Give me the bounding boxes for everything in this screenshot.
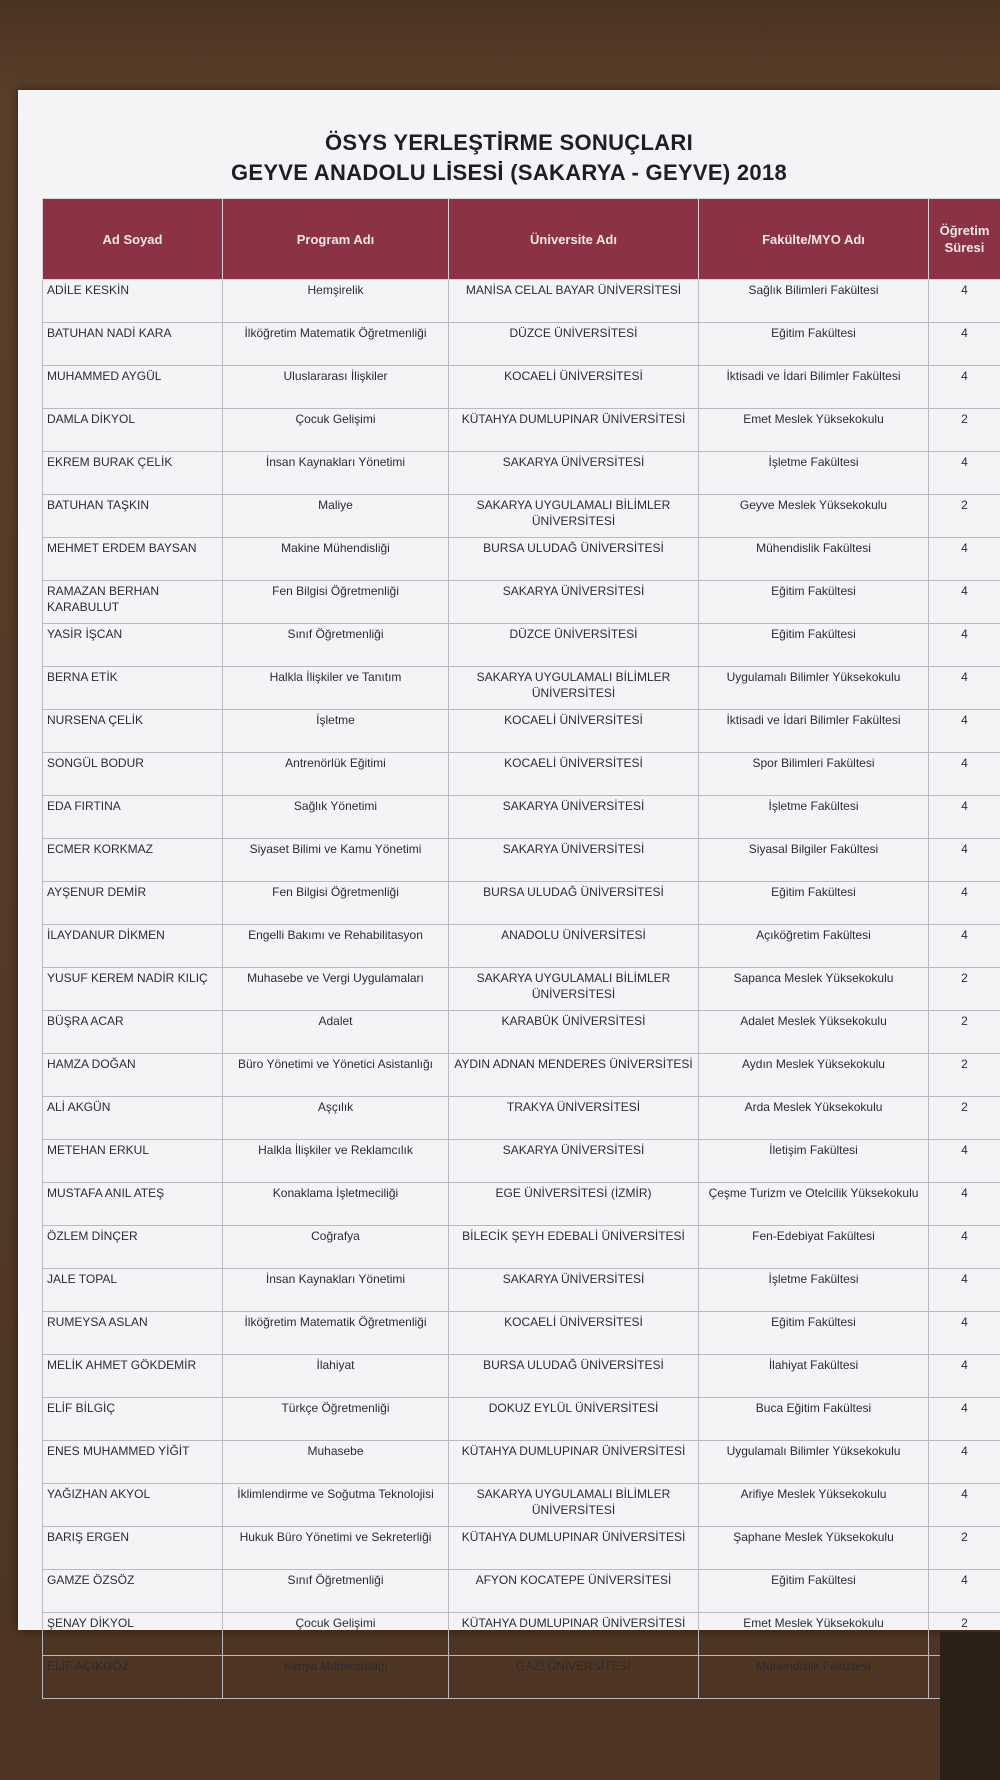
cell-duration: 2 [929,495,1000,538]
table-row [43,1398,1000,1441]
table-row [43,1355,1000,1398]
table-surface-corner [940,1632,1000,1780]
cell-university: BİLECİK ŞEYH EDEBALİ ÜNİVERSİTESİ [449,1226,699,1269]
cell-duration: 4 [929,1355,1000,1398]
cell-name: AYŞENUR DEMİR [43,882,223,925]
cell-faculty: Uygulamalı Bilimler Yüksekokulu [699,1441,929,1484]
cell-program: Çocuk Gelişimi [223,409,449,452]
cell-university: ANADOLU ÜNİVERSİTESİ [449,925,699,968]
cell-faculty: Eğitim Fakültesi [699,882,929,925]
cell-university: SAKARYA ÜNİVERSİTESİ [449,796,699,839]
table-row [43,796,1000,839]
cell-name: DAMLA DİKYOL [43,409,223,452]
cell-name: ÖZLEM DİNÇER [43,1226,223,1269]
cell-name: ENES MUHAMMED YİĞİT [43,1441,223,1484]
cell-name: GAMZE ÖZSÖZ [43,1570,223,1613]
cell-faculty: Siyasal Bilgiler Fakültesi [699,839,929,882]
header-name: Ad Soyad [43,199,223,280]
cell-program: İklimlendirme ve Soğutma Teknolojisi [223,1484,449,1527]
cell-program: Hukuk Büro Yönetimi ve Sekreterliği [223,1527,449,1570]
header-program: Program Adı [223,199,449,280]
cell-faculty: İşletme Fakültesi [699,796,929,839]
cell-duration: 4 [929,452,1000,495]
cell-duration: 2 [929,1527,1000,1570]
cell-program: Maliye [223,495,449,538]
cell-faculty: Eğitim Fakültesi [699,1570,929,1613]
cell-name: ELİF AÇIKGÖZ [43,1656,223,1699]
cell-faculty: İşletme Fakültesi [699,452,929,495]
cell-program: Adalet [223,1011,449,1054]
cell-duration: 4 [929,1312,1000,1355]
table-row [43,624,1000,667]
table-row [43,839,1000,882]
cell-university: BURSA ULUDAĞ ÜNİVERSİTESİ [449,538,699,581]
cell-name: NURSENA ÇELİK [43,710,223,753]
cell-duration: 4 [929,667,1000,710]
cell-university: KÜTAHYA DUMLUPINAR ÜNİVERSİTESİ [449,1441,699,1484]
cell-faculty: Arifiye Meslek Yüksekokulu [699,1484,929,1527]
cell-program: İnsan Kaynakları Yönetimi [223,1269,449,1312]
cell-name: RUMEYSA ASLAN [43,1312,223,1355]
cell-duration: 4 [929,323,1000,366]
cell-name: METEHAN ERKUL [43,1140,223,1183]
placement-results-table [42,198,1000,1699]
cell-faculty: İktisadi ve İdari Bilimler Fakültesi [699,366,929,409]
cell-name: BATUHAN NADİ KARA [43,323,223,366]
cell-name: RAMAZAN BERHAN KARABULUT [43,581,223,624]
cell-name: YAĞIZHAN AKYOL [43,1484,223,1527]
table-row [43,1441,1000,1484]
cell-name: EKREM BURAK ÇELİK [43,452,223,495]
cell-faculty: İşletme Fakültesi [699,1269,929,1312]
cell-duration: 4 [929,366,1000,409]
cell-program: Aşçılık [223,1097,449,1140]
cell-university: KARABÜK ÜNİVERSİTESİ [449,1011,699,1054]
header-faculty: Fakülte/MYO Adı [699,199,929,280]
cell-name: JALE TOPAL [43,1269,223,1312]
cell-program: Sınıf Öğretmenliği [223,1570,449,1613]
cell-university: DÜZCE ÜNİVERSİTESİ [449,624,699,667]
table-row [43,1140,1000,1183]
cell-duration: 2 [929,409,1000,452]
cell-university: SAKARYA ÜNİVERSİTESİ [449,581,699,624]
cell-program: İlköğretim Matematik Öğretmenliği [223,323,449,366]
cell-duration: 2 [929,1097,1000,1140]
cell-program: İnsan Kaynakları Yönetimi [223,452,449,495]
cell-name: MUSTAFA ANIL ATEŞ [43,1183,223,1226]
cell-faculty: Mühendislik Fakültesi [699,1656,929,1699]
table-row [43,280,1000,323]
cell-duration: 4 [929,1570,1000,1613]
cell-program: Türkçe Öğretmenliği [223,1398,449,1441]
cell-faculty: Spor Bilimleri Fakültesi [699,753,929,796]
cell-program: Engelli Bakımı ve Rehabilitasyon [223,925,449,968]
table-body [43,280,1000,1699]
cell-duration: 2 [929,1054,1000,1097]
cell-program: Halkla İlişkiler ve Reklamcılık [223,1140,449,1183]
cell-faculty: Emet Meslek Yüksekokulu [699,1613,929,1656]
cell-name: İLAYDANUR DİKMEN [43,925,223,968]
cell-name: MELİK AHMET GÖKDEMİR [43,1355,223,1398]
cell-faculty: Geyve Meslek Yüksekokulu [699,495,929,538]
cell-university: AYDIN ADNAN MENDERES ÜNİVERSİTESİ [449,1054,699,1097]
cell-name: ADİLE KESKİN [43,280,223,323]
table-row [43,1613,1000,1656]
cell-faculty: Buca Eğitim Fakültesi [699,1398,929,1441]
cell-program: Sağlık Yönetimi [223,796,449,839]
cell-program: Muhasebe [223,1441,449,1484]
cell-program: Hemşirelik [223,280,449,323]
cell-university: KOCAELİ ÜNİVERSİTESİ [449,1312,699,1355]
cell-program: İlahiyat [223,1355,449,1398]
cell-duration: 4 [929,624,1000,667]
cell-program: Antrenörlük Eğitimi [223,753,449,796]
cell-university: SAKARYA ÜNİVERSİTESİ [449,839,699,882]
cell-faculty: Mühendislik Fakültesi [699,538,929,581]
cell-faculty: Eğitim Fakültesi [699,624,929,667]
cell-faculty: İktisadi ve İdari Bilimler Fakültesi [699,710,929,753]
cell-faculty: Uygulamalı Bilimler Yüksekokulu [699,667,929,710]
cell-name: BERNA ETİK [43,667,223,710]
cell-faculty: Çeşme Turizm ve Otelcilik Yüksekokulu [699,1183,929,1226]
cell-university: BURSA ULUDAĞ ÜNİVERSİTESİ [449,1355,699,1398]
cell-name: MEHMET ERDEM BAYSAN [43,538,223,581]
cell-university: SAKARYA ÜNİVERSİTESİ [449,1140,699,1183]
cell-university: KÜTAHYA DUMLUPINAR ÜNİVERSİTESİ [449,1527,699,1570]
cell-name: YASİR İŞCAN [43,624,223,667]
table-row [43,968,1000,1011]
cell-duration: 4 [929,581,1000,624]
table-row [43,753,1000,796]
cell-program: Çocuk Gelişimi [223,1613,449,1656]
cell-duration: 4 [929,1269,1000,1312]
header-duration: Öğretim Süresi [929,199,1000,280]
cell-name: SONGÜL BODUR [43,753,223,796]
cell-university: SAKARYA UYGULAMALI BİLİMLER ÜNİVERSİTESİ [449,968,699,1011]
table-row [43,1097,1000,1140]
cell-faculty: Emet Meslek Yüksekokulu [699,409,929,452]
cell-university: DOKUZ EYLÜL ÜNİVERSİTESİ [449,1398,699,1441]
cell-duration: 4 [929,1140,1000,1183]
cell-university: DÜZCE ÜNİVERSİTESİ [449,323,699,366]
cell-program: Konaklama İşletmeciliği [223,1183,449,1226]
cell-name: ŞENAY DİKYOL [43,1613,223,1656]
cell-program: Büro Yönetimi ve Yönetici Asistanlığı [223,1054,449,1097]
table-row [43,1269,1000,1312]
cell-name: MUHAMMED AYGÜL [43,366,223,409]
cell-program: Kimya Mühendisliği [223,1656,449,1699]
cell-duration: 4 [929,1398,1000,1441]
cell-program: Siyaset Bilimi ve Kamu Yönetimi [223,839,449,882]
cell-faculty: Aydın Meslek Yüksekokulu [699,1054,929,1097]
cell-name: HAMZA DOĞAN [43,1054,223,1097]
table-row [43,1656,1000,1699]
cell-duration: 4 [929,839,1000,882]
cell-faculty: Şaphane Meslek Yüksekokulu [699,1527,929,1570]
cell-faculty: Açıköğretim Fakültesi [699,925,929,968]
cell-program: Fen Bilgisi Öğretmenliği [223,581,449,624]
table-row [43,366,1000,409]
table-header-row [43,199,1000,280]
cell-university: GAZİ ÜNİVERSİTESİ [449,1656,699,1699]
cell-university: TRAKYA ÜNİVERSİTESİ [449,1097,699,1140]
cell-program: Muhasebe ve Vergi Uygulamaları [223,968,449,1011]
table-row [43,667,1000,710]
table-row [43,1054,1000,1097]
cell-program: Uluslararası İlişkiler [223,366,449,409]
cell-duration: 4 [929,1484,1000,1527]
cell-university: KÜTAHYA DUMLUPINAR ÜNİVERSİTESİ [449,409,699,452]
cell-faculty: Arda Meslek Yüksekokulu [699,1097,929,1140]
cell-duration: 4 [929,1183,1000,1226]
cell-name: ECMER KORKMAZ [43,839,223,882]
cell-duration: 4 [929,882,1000,925]
cell-name: YUSUF KEREM NADİR KILIÇ [43,968,223,1011]
document-subtitle: GEYVE ANADOLU LİSESİ (SAKARYA - GEYVE) 2018 [230,160,788,185]
cell-name: BARIŞ ERGEN [43,1527,223,1570]
cell-program: Fen Bilgisi Öğretmenliği [223,882,449,925]
table-row [43,882,1000,925]
cell-program: Sınıf Öğretmenliği [223,624,449,667]
table-row [43,581,1000,624]
cell-faculty: Eğitim Fakültesi [699,581,929,624]
cell-university: SAKARYA UYGULAMALI BİLİMLER ÜNİVERSİTESİ [449,495,699,538]
cell-name: ELİF BİLGİÇ [43,1398,223,1441]
cell-university: BURSA ULUDAĞ ÜNİVERSİTESİ [449,882,699,925]
table-row [43,323,1000,366]
cell-duration: 4 [929,538,1000,581]
cell-faculty: İlahiyat Fakültesi [699,1355,929,1398]
table-row [43,1226,1000,1269]
table-row [43,710,1000,753]
table-row [43,1527,1000,1570]
cell-name: ALİ AKGÜN [43,1097,223,1140]
cell-faculty: Sağlık Bilimleri Fakültesi [699,280,929,323]
table-row [43,1484,1000,1527]
cell-university: SAKARYA UYGULAMALI BİLİMLER ÜNİVERSİTESİ [449,1484,699,1527]
cell-program: İlköğretim Matematik Öğretmenliği [223,1312,449,1355]
cell-name: BATUHAN TAŞKIN [43,495,223,538]
cell-duration: 4 [929,753,1000,796]
document-title: ÖSYS YERLEŞTİRME SONUÇLARI [325,130,693,155]
cell-duration: 4 [929,710,1000,753]
cell-faculty: Adalet Meslek Yüksekokulu [699,1011,929,1054]
cell-university: KOCAELİ ÜNİVERSİTESİ [449,366,699,409]
table-row [43,1570,1000,1613]
cell-university: KÜTAHYA DUMLUPINAR ÜNİVERSİTESİ [449,1613,699,1656]
cell-university: KOCAELİ ÜNİVERSİTESİ [449,753,699,796]
header-university: Üniversite Adı [449,199,699,280]
cell-university: KOCAELİ ÜNİVERSİTESİ [449,710,699,753]
cell-university: MANİSA CELAL BAYAR ÜNİVERSİTESİ [449,280,699,323]
cell-name: EDA FIRTINA [43,796,223,839]
cell-university: SAKARYA ÜNİVERSİTESİ [449,1269,699,1312]
cell-faculty: Sapanca Meslek Yüksekokulu [699,968,929,1011]
table-row [43,495,1000,538]
cell-faculty: Eğitim Fakültesi [699,1312,929,1355]
cell-duration: 4 [929,1441,1000,1484]
cell-duration: 2 [929,968,1000,1011]
cell-program: İşletme [223,710,449,753]
results-sheet [18,90,1000,1673]
cell-university: EGE ÜNİVERSİTESİ (İZMİR) [449,1183,699,1226]
cell-university: AFYON KOCATEPE ÜNİVERSİTESİ [449,1570,699,1613]
table-row [43,1312,1000,1355]
table-row [43,1011,1000,1054]
table-row [43,409,1000,452]
cell-faculty: Fen-Edebiyat Fakültesi [699,1226,929,1269]
cell-duration: 4 [929,925,1000,968]
table-row [43,538,1000,581]
table-row [43,452,1000,495]
cell-duration: 2 [929,1613,1000,1656]
cell-duration: 2 [929,1011,1000,1054]
cell-program: Coğrafya [223,1226,449,1269]
cell-program: Halkla İlişkiler ve Tanıtım [223,667,449,710]
cell-duration: 4 [929,796,1000,839]
cell-faculty: Eğitim Fakültesi [699,323,929,366]
cell-faculty: İletişim Fakültesi [699,1140,929,1183]
cell-university: SAKARYA ÜNİVERSİTESİ [449,452,699,495]
table-row [43,1183,1000,1226]
cell-name: BÜŞRA ACAR [43,1011,223,1054]
cell-duration: 4 [929,280,1000,323]
cell-program: Makine Mühendisliği [223,538,449,581]
cell-university: SAKARYA UYGULAMALI BİLİMLER ÜNİVERSİTESİ [449,667,699,710]
cell-duration: 4 [929,1226,1000,1269]
table-row [43,925,1000,968]
